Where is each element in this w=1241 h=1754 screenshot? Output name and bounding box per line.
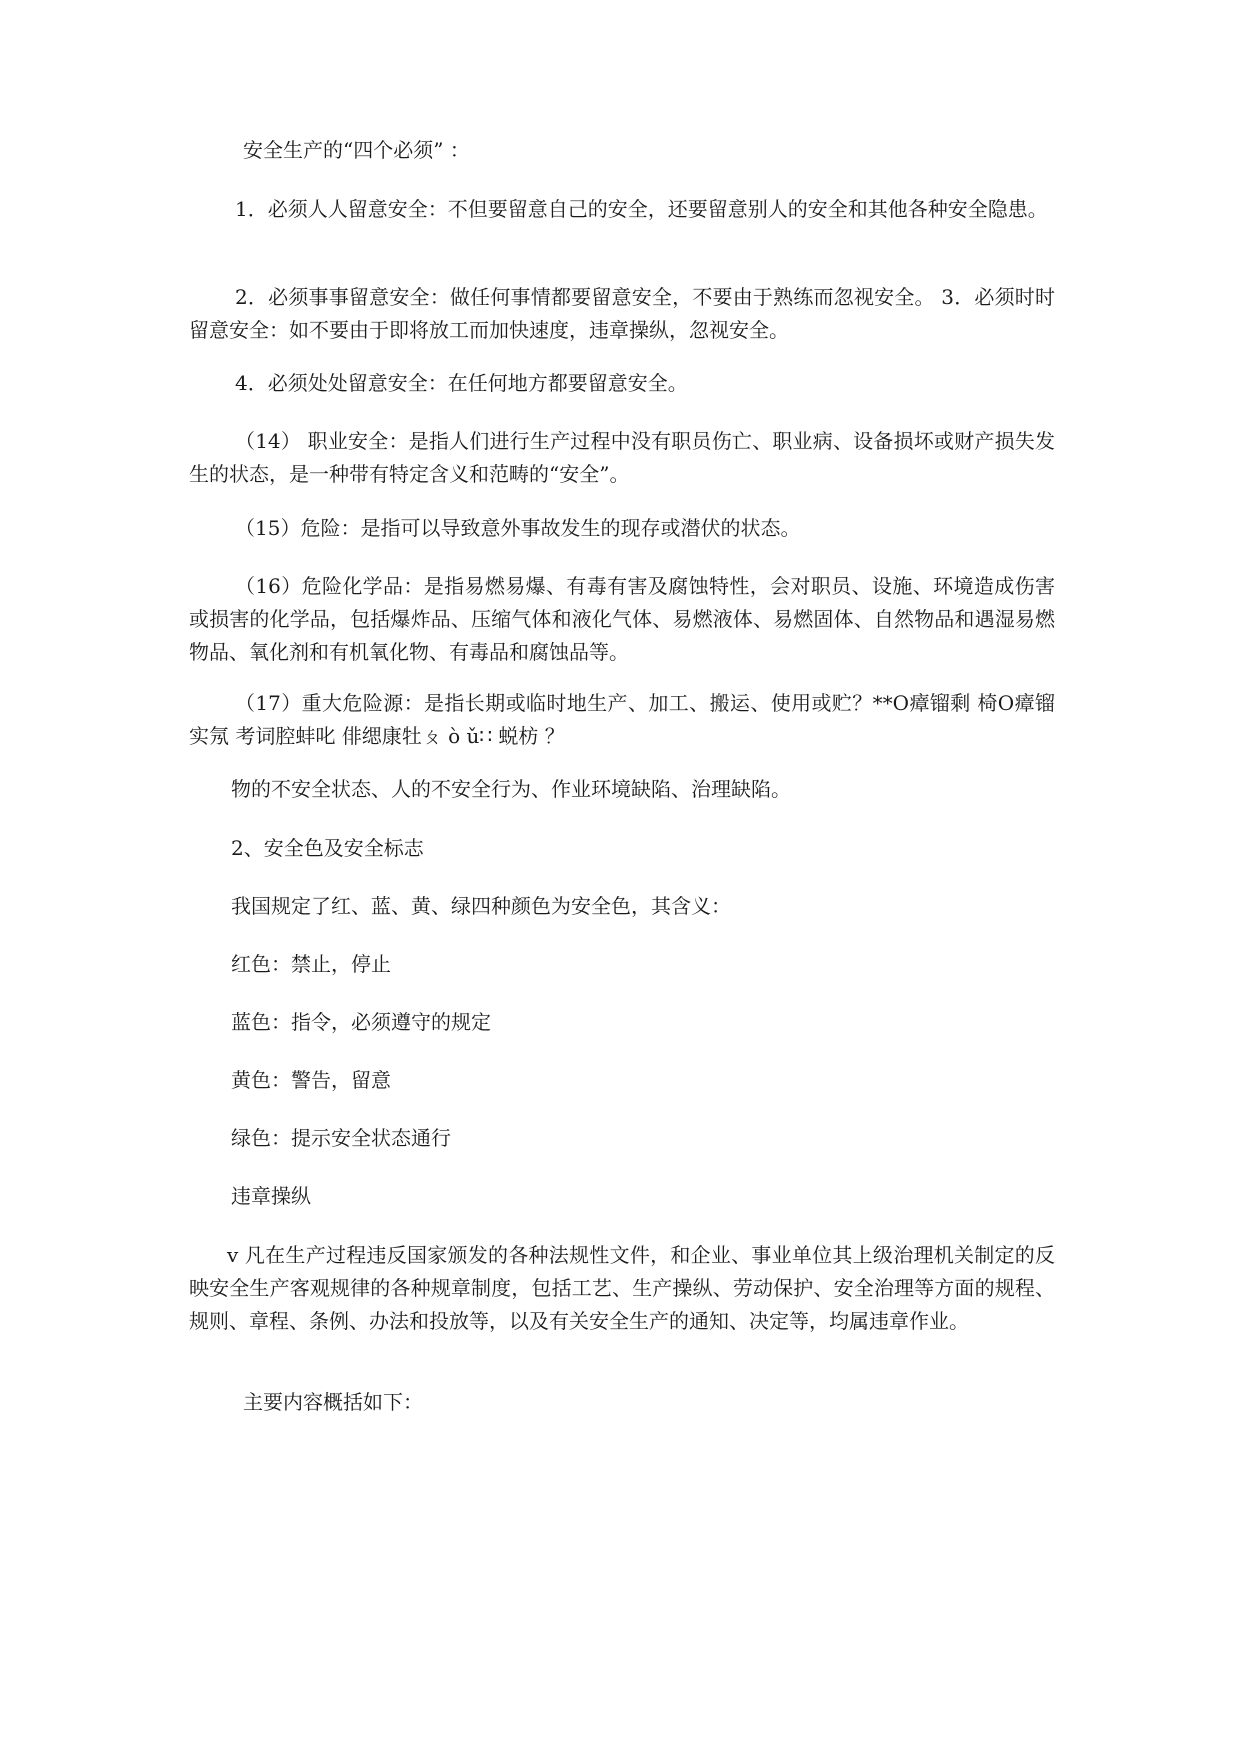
paragraph-main-contents: 主要内容概括如下： (243, 1390, 423, 1414)
paragraph-occupational-safety: （14） 职业安全：是指人们进行生产过程中没有职员伤亡、职业病、设备损坏或财产损失发生的状态，是一种带有特定含义和范畴的“安全”。 (189, 429, 1055, 486)
paragraph-danger: （15）危险：是指可以导致意外事故发生的现存或潜伏的状态。 (235, 516, 801, 540)
color-item-yellow: 黄色：警告，留意 (231, 1068, 391, 1092)
paragraph-violation-definition: v 凡在生产过程违反国家颁发的各种法规性文件，和企业、事业单位其上级治理机关制定的反映安全生产客观规律的各种规章制度，包括工艺、生产操纵、劳动保护、安全治理等方面的规程、规则、章程、条例、办法和投放等，以及有关安全生产的通知、决定等，均属违章作业。 (189, 1243, 1055, 1333)
paragraph-must-2-3: 2．必须事事留意安全：做任何事情都要留意安全，不要由于熟练而忽视安全。 3．必须时时留意安全：如不要由于即将放工而加快速度，违章操纵，忽视安全。 (189, 285, 1055, 342)
paragraph-safety-color-intro: 我国规定了红、蓝、黄、绿四种颜色为安全色，其含义： (231, 894, 731, 918)
section-heading-violations: 违章操纵 (231, 1184, 311, 1208)
color-item-green: 绿色：提示安全状态通行 (231, 1126, 451, 1150)
paragraph-unsafe-states: 物的不安全状态、人的不安全行为、作业环境缺陷、治理缺陷。 (231, 777, 791, 801)
color-item-blue: 蓝色：指令，必须遵守的规定 (231, 1010, 491, 1034)
paragraph-must-1: 1．必须人人留意安全：不但要留意自己的安全，还要留意别人的安全和其他各种安全隐患。 (235, 197, 1048, 221)
paragraph-must-4: 4．必须处处留意安全：在任何地方都要留意安全。 (235, 371, 688, 395)
paragraph-major-hazard-source: （17）重大危险源：是指长期或临时地生产、加工、搬运、使用或贮？**О瘴镏剩 椅О瘴镏实氖 考词腔蚌叱 俳缌康牡ㄆ ò ǔ∷ 蜕枋 ？ (189, 691, 1055, 748)
color-item-red: 红色：禁止，停止 (231, 952, 391, 976)
heading-four-musts: 安全生产的“四个必须” ： (243, 138, 470, 162)
section-heading-safety-colors: 2、安全色及安全标志 (231, 836, 424, 860)
paragraph-hazardous-chemicals: （16）危险化学品：是指易燃易爆、有毒有害及腐蚀特性，会对职员、设施、环境造成伤害或损害的化学品，包括爆炸品、压缩气体和液化气体、易燃液体、易燃固体、自然物品和遇湿易燃物品、氧化剂和有机氧化物、有毒品和腐蚀品等。 (189, 574, 1055, 664)
